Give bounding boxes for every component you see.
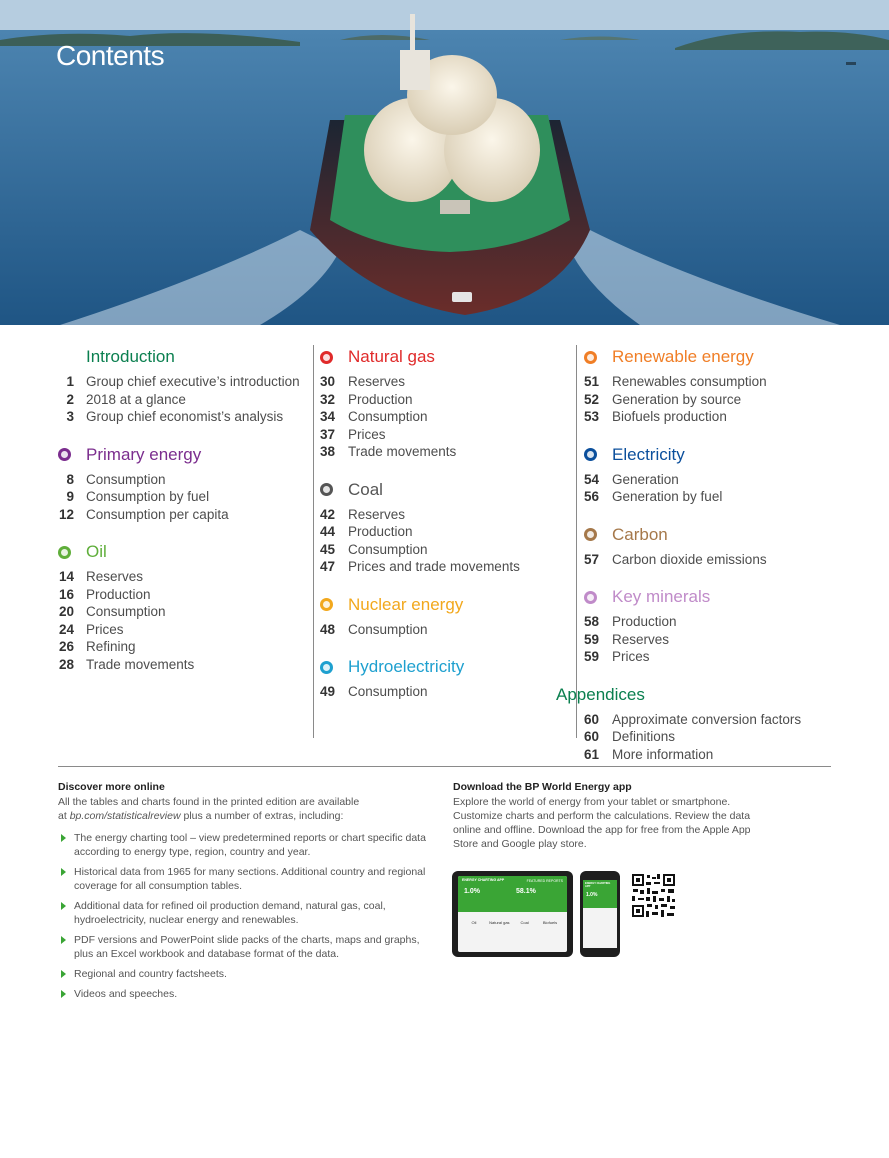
page-number: 53 — [584, 409, 600, 424]
toc-entry[interactable] — [584, 391, 834, 409]
section-carbon — [584, 523, 834, 569]
section-title[interactable]: Introduction — [86, 347, 175, 366]
entry-label: Consumption — [348, 409, 428, 424]
entry-label: Group chief executive’s introduction — [86, 374, 300, 389]
page-number: 38 — [320, 444, 336, 459]
entry-label: Biofuels production — [612, 409, 727, 424]
entry-label: Trade movements — [348, 444, 457, 459]
toc-entry[interactable] — [584, 631, 834, 649]
stat-value: 58.1% — [516, 888, 536, 895]
section-title[interactable]: Key minerals — [612, 587, 711, 606]
toc-entry[interactable] — [584, 746, 834, 764]
page-number: 30 — [320, 374, 336, 389]
toc-entry[interactable] — [320, 523, 575, 541]
tile-coal: Coal — [520, 920, 529, 925]
toc-entry[interactable] — [58, 471, 313, 489]
toc-entry[interactable] — [320, 373, 575, 391]
toc-entry[interactable] — [584, 373, 834, 391]
page-number: 8 — [66, 471, 74, 487]
entry-label: Consumption — [86, 604, 166, 619]
page-number: 44 — [320, 524, 336, 539]
page-number: 24 — [58, 621, 74, 637]
page-number: 20 — [58, 604, 74, 619]
entry-label: Consumption — [86, 471, 166, 487]
entry-label: Generation — [612, 471, 679, 487]
extras-list — [58, 831, 428, 1001]
bolt-icon — [584, 448, 597, 461]
page-number: 57 — [584, 551, 600, 567]
page-number: 37 — [320, 426, 336, 442]
page-number: 52 — [584, 391, 600, 407]
hero-image — [0, 0, 889, 325]
toc-entry[interactable] — [320, 558, 575, 576]
toc-entry[interactable] — [58, 373, 313, 391]
entry-label: Trade movements — [86, 656, 195, 672]
cloud-icon — [584, 528, 597, 541]
entry-label: Consumption by fuel — [86, 489, 210, 504]
page-number: 49 — [320, 684, 336, 699]
toc-entry[interactable] — [58, 586, 313, 604]
tablet-screen — [458, 876, 567, 952]
section-title[interactable]: Hydroelectricity — [348, 657, 465, 676]
page-number: 9 — [66, 489, 74, 504]
toc-entry[interactable] — [584, 613, 834, 631]
app-tab: FEATURED REPORTS — [526, 879, 563, 883]
contents-column-2 — [320, 345, 575, 718]
toc-entry[interactable] — [58, 506, 313, 524]
list-item: Regional and country factsheets. — [58, 967, 428, 981]
mineral-icon — [584, 591, 597, 604]
page-number: 12 — [58, 506, 74, 522]
app-title: ENERGY CHARTING APP — [462, 878, 505, 882]
discover-intro — [58, 795, 428, 823]
section-title[interactable]: Oil — [86, 542, 107, 561]
entry-label: More information — [612, 746, 714, 762]
page-number: 28 — [58, 656, 74, 672]
section-natural-gas — [320, 345, 575, 461]
statistical-review-link[interactable]: bp.com/statisticalreview — [69, 810, 181, 822]
page-number: 42 — [320, 506, 336, 522]
page-number: 51 — [584, 374, 600, 389]
section-title[interactable]: Natural gas — [348, 347, 435, 366]
page-number: 59 — [584, 631, 600, 647]
page-number: 59 — [584, 649, 600, 664]
contents-column-3 — [556, 345, 834, 780]
toc-entry[interactable] — [58, 408, 313, 426]
toc-entry[interactable] — [320, 506, 575, 524]
toc-entry[interactable] — [320, 426, 575, 444]
entry-label: Consumption per capita — [86, 506, 229, 522]
tile-oil: Oil — [471, 920, 477, 925]
toc-entry[interactable] — [584, 551, 834, 569]
entry-label: Reserves — [86, 569, 144, 584]
toc-entry[interactable] — [584, 488, 834, 506]
page-number: 58 — [584, 614, 600, 629]
section-renewable-energy — [584, 345, 834, 426]
page-number: 60 — [584, 729, 600, 744]
section-coal — [320, 478, 575, 576]
entry-label: Production — [348, 524, 413, 539]
toc-entry[interactable] — [58, 568, 313, 586]
list-item: Videos and speeches. — [58, 987, 428, 1001]
page-number: 26 — [58, 639, 74, 654]
toc-entry[interactable] — [58, 621, 313, 639]
entry-label: Production — [86, 586, 151, 602]
entry-label: Prices — [348, 426, 386, 442]
page-number: 47 — [320, 559, 336, 574]
entry-label: Prices — [86, 621, 124, 637]
flame-icon — [320, 351, 333, 364]
entry-label: Consumption — [348, 684, 428, 699]
entry-label: Production — [348, 391, 413, 407]
toc-entry[interactable] — [58, 603, 313, 621]
page-number: 61 — [584, 746, 600, 762]
section-title[interactable]: Primary energy — [86, 444, 202, 464]
page-number: 16 — [58, 586, 74, 602]
phone-screen — [583, 880, 617, 948]
entry-label: Carbon dioxide emissions — [612, 551, 767, 567]
qr-code-image[interactable] — [631, 873, 676, 918]
section-divider — [58, 766, 831, 767]
toc-entry[interactable] — [584, 408, 834, 426]
entry-label: Refining — [86, 639, 136, 654]
stat-value: 1.0% — [464, 888, 480, 895]
section-nuclear-energy — [320, 593, 575, 639]
page-number: 48 — [320, 621, 336, 637]
tablet-device-image — [452, 871, 573, 957]
entry-label: Approximate conversion factors — [612, 711, 802, 727]
entry-label: Reserves — [612, 631, 670, 647]
toc-entry[interactable] — [58, 638, 313, 656]
entry-label: Reserves — [348, 506, 406, 522]
contents-column-1 — [58, 345, 313, 690]
stat-value: 1.0% — [586, 892, 598, 898]
page-number: 34 — [320, 409, 336, 424]
sun-icon — [584, 351, 597, 364]
toc-entry[interactable] — [320, 391, 575, 409]
toc-entry[interactable] — [320, 443, 575, 461]
section-title[interactable]: Appendices — [556, 684, 645, 704]
section-title[interactable]: Electricity — [612, 444, 685, 464]
toc-entry[interactable] — [320, 408, 575, 426]
intro-text: plus a number of extras, including: — [180, 810, 344, 822]
list-item: PDF versions and PowerPoint slide packs of the charts, maps and graphs, plus an Excel workbook and database format of the data. — [58, 933, 428, 961]
section-appendices — [556, 683, 834, 764]
section-title[interactable]: Coal — [348, 479, 383, 499]
entry-label: Consumption — [348, 621, 428, 637]
atom-icon — [320, 598, 333, 611]
toc-entry[interactable] — [584, 471, 834, 489]
column-divider — [576, 345, 577, 738]
toc-entry[interactable] — [320, 683, 575, 701]
entry-label: Prices — [612, 649, 650, 664]
fuel-tiles — [462, 920, 562, 925]
app-description: Explore the world of energy from your tablet or smartphone. Customize charts and perform the calculations. Review the data online and offline. Download the app for free from the Apple App Store and Google play store. — [453, 796, 751, 850]
discover-online-box — [58, 780, 428, 1007]
page-number: 54 — [584, 471, 600, 487]
toc-entry[interactable] — [58, 391, 313, 409]
section-title[interactable]: Nuclear energy — [348, 594, 464, 614]
entry-label: Production — [612, 614, 677, 629]
entry-label: Reserves — [348, 374, 406, 389]
discover-heading: Discover more online — [58, 781, 165, 793]
toc-entry[interactable] — [584, 728, 834, 746]
entry-label: Prices and trade movements — [348, 559, 520, 574]
list-item: Additional data for refined oil production demand, natural gas, coal, hydroelectricity, nuclear energy and renewables. — [58, 899, 428, 927]
page-number: 2 — [66, 391, 74, 407]
app-heading: Download the BP World Energy app — [453, 781, 632, 793]
section-introduction — [58, 345, 313, 426]
intro-text: at — [58, 810, 70, 822]
toc-entry[interactable] — [58, 488, 313, 506]
toc-entry[interactable] — [584, 648, 834, 666]
list-item: Historical data from 1965 for many sections. Additional country and regional coverage for all consumption tables. — [58, 865, 428, 893]
toc-entry[interactable] — [320, 541, 575, 559]
page-number: 60 — [584, 711, 600, 727]
page-number: 32 — [320, 391, 336, 407]
oil-drop-icon — [58, 546, 71, 559]
wave-icon — [320, 661, 333, 674]
entry-label: 2018 at a glance — [86, 391, 186, 407]
page-number: 1 — [66, 374, 74, 389]
tile-biofuels: Biofuels — [542, 920, 558, 925]
tile-natural-gas: Natural gas — [489, 920, 510, 925]
entry-label: Generation by fuel — [612, 489, 723, 504]
toc-entry[interactable] — [320, 621, 575, 639]
section-hydroelectricity — [320, 655, 575, 701]
entry-label: Generation by source — [612, 391, 742, 407]
page-number: 14 — [58, 569, 74, 584]
entry-label: Definitions — [612, 729, 676, 744]
section-title[interactable]: Renewable energy — [612, 347, 754, 366]
page-number: 45 — [320, 541, 336, 557]
section-primary-energy — [58, 443, 313, 524]
page-number: 56 — [584, 489, 600, 504]
entry-label: Consumption — [348, 541, 428, 557]
entry-label: Renewables consumption — [612, 374, 767, 389]
toc-entry[interactable] — [58, 656, 313, 674]
toc-entry[interactable] — [584, 711, 834, 729]
list-item: The energy charting tool – view predetermined reports or chart specific data according to energy type, region, country and year. — [58, 831, 428, 859]
phone-device-image — [580, 871, 620, 957]
app-title: ENERGY CHARTING APP — [585, 882, 611, 888]
section-electricity — [584, 443, 834, 506]
entry-label: Group chief economist’s analysis — [86, 409, 284, 424]
primary-energy-icon — [58, 448, 71, 461]
section-oil — [58, 540, 313, 673]
column-divider — [313, 345, 314, 738]
section-key-minerals — [584, 585, 834, 666]
section-title[interactable]: Carbon — [612, 524, 668, 544]
app-download-box — [453, 780, 773, 859]
page-number: 3 — [66, 409, 74, 424]
intro-text: All the tables and charts found in the printed edition are available — [58, 796, 360, 808]
coal-icon — [320, 483, 333, 496]
page-title: Contents — [56, 40, 165, 71]
